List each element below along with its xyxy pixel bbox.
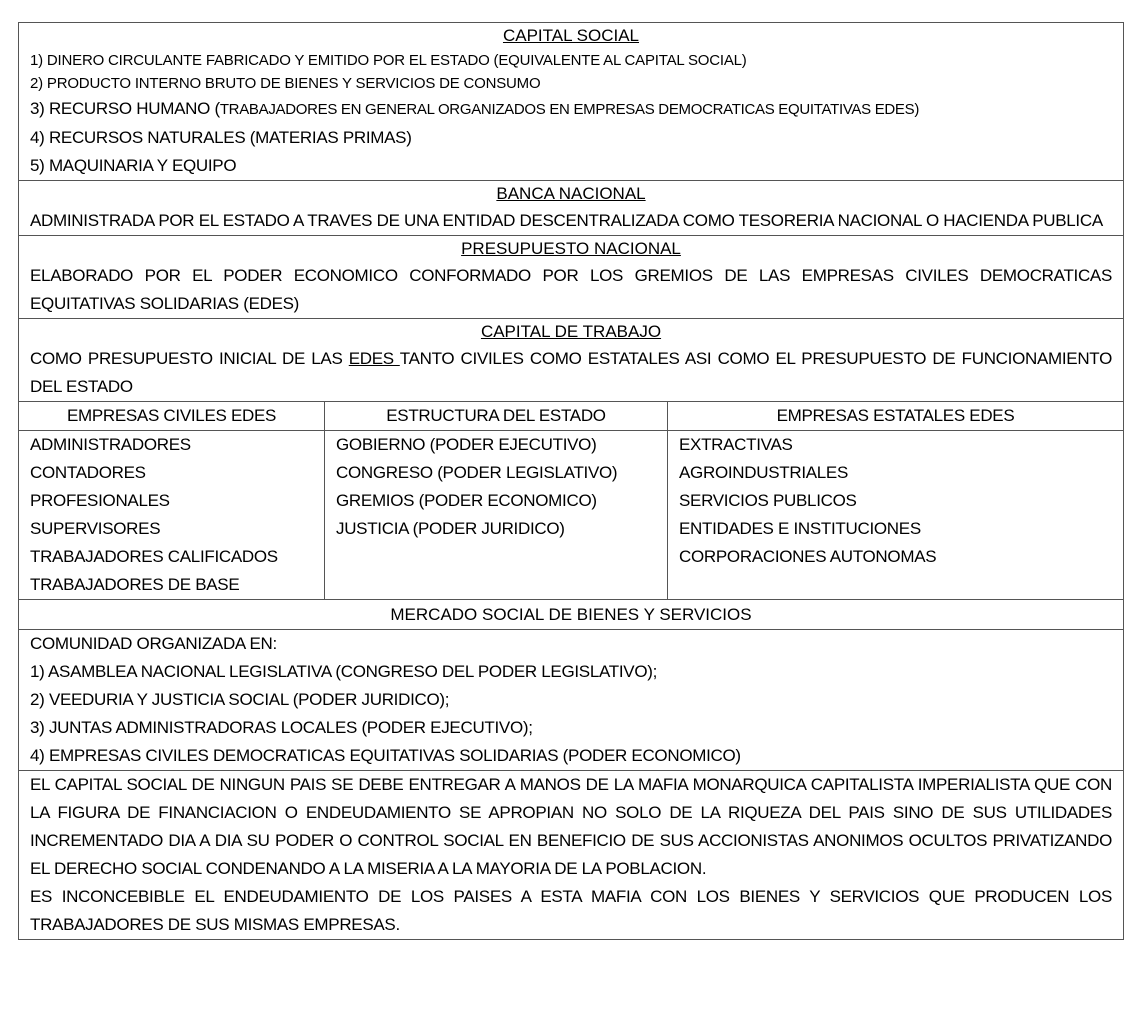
list-item: CONTADORES [30,463,146,482]
item-lead: 3) RECURSO HUMANO ( [30,99,220,118]
column-estado [325,431,668,599]
list-item: AGROINDUSTRIALES [679,463,849,482]
column-header: EMPRESAS CIVILES EDES [19,402,325,430]
list-item: SUPERVISORES [30,519,161,538]
paragraph: EL CAPITAL SOCIAL DE NINGUN PAIS SE DEBE ENTREGAR A MANOS DE LA MAFIA MONARQUICA CAPITALISTA IMPERIALISTA QUE CON LA FIGURA DE FINANCIACION O ENDEUDAMIENTO SE APROPIAN NO SOLO DE LA RIQUEZA DEL PAIS SINO DE SUS UTILIDADES INCREMENTADO DIA A DIA SU PODER O CONTROL SOCIAL EN BENEFICIO DE SUS ACCIONISTAS ANONIMOS OCULTOS PRIVATIZANDO EL DERECHO SOCIAL CONDENANDO A LA MISERIA A LA MAYORIA DE LA POBLACION. [30,775,1112,878]
list-item: 1) DINERO CIRCULANTE FABRICADO Y EMITIDO POR EL ESTADO (EQUIVALENTE AL CAPITAL SOCIAL) [30,52,747,69]
section-text [30,345,1112,401]
list-item: 2) PRODUCTO INTERNO BRUTO DE BIENES Y SERVICIOS DE CONSUMO [30,75,541,92]
section-text: ADMINISTRADA POR EL ESTADO A TRAVES DE UNA ENTIDAD DESCENTRALIZADA COMO TESORERIA NACIONAL O HACIENDA PUBLICA [30,211,1103,230]
list-item: 4) RECURSOS NATURALES (MATERIAS PRIMAS) [30,128,412,147]
list-item: 3) JUNTAS ADMINISTRADORAS LOCALES (PODER EJECUTIVO); [30,718,533,737]
list-item: JUSTICIA (PODER JURIDICO) [336,519,565,538]
presupuesto-nacional-section [19,236,1123,319]
section-title: PRESUPUESTO NACIONAL [461,239,681,258]
capital-social-section [19,23,1123,181]
list-item: ADMINISTRADORES [30,435,191,454]
list-item: PROFESIONALES [30,491,170,510]
column-civiles [19,431,325,599]
list-item: 4) EMPRESAS CIVILES DEMOCRATICAS EQUITATIVAS SOLIDARIAS (PODER ECONOMICO) [30,746,741,765]
document-table [18,22,1124,940]
column-header: ESTRUCTURA DEL ESTADO [325,402,668,430]
paragraph: ES INCONCEBIBLE EL ENDEUDAMIENTO DE LOS PAISES A ESTA MAFIA CON LOS BIENES Y SERVICIOS QUE PRODUCEN LOS TRABAJADORES DE SUS MISMAS EMPRESAS. [30,887,1112,934]
item-rest: TRABAJADORES EN GENERAL ORGANIZADOS EN EMPRESAS DEMOCRATICAS EQUITATIVAS EDES) [219,101,920,118]
conclusion-section [19,771,1123,939]
list-item [30,95,1112,124]
section-text: ELABORADO POR EL PODER ECONOMICO CONFORMADO POR LOS GREMIOS DE LAS EMPRESAS CIVILES DEMOCRATICAS EQUITATIVAS SOLIDARIAS (EDES) [30,266,1112,313]
list-item: TRABAJADORES CALIFICADOS [30,547,278,566]
capital-trabajo-section [19,319,1123,402]
list-item: GREMIOS (PODER ECONOMICO) [336,491,597,510]
list-item: 5) MAQUINARIA Y EQUIPO [30,156,237,175]
mercado-section [19,630,1123,771]
list-item: CORPORACIONES AUTONOMAS [679,547,937,566]
mercado-title-row [19,600,1123,630]
column-estatales [668,431,1123,599]
banca-nacional-section [19,181,1123,236]
list-item: EXTRACTIVAS [679,435,793,454]
list-item: GOBIERNO (PODER EJECUTIVO) [336,435,597,454]
list-item: ENTIDADES E INSTITUCIONES [679,519,921,538]
section-title: MERCADO SOCIAL DE BIENES Y SERVICIOS [390,605,752,624]
columns-body [19,431,1123,600]
text-part: COMO PRESUPUESTO INICIAL DE LAS [30,349,349,368]
columns-header [19,402,1123,431]
text-part: TANTO CIVILES COMO ESTATALES ASI COMO EL PRESUPUESTO DE FUNCIONAMIENTO DEL ESTADO [30,349,1113,396]
section-title: CAPITAL SOCIAL [502,26,640,45]
section-title: CAPITAL DE TRABAJO [480,322,662,341]
list-item: SERVICIOS PUBLICOS [679,491,857,510]
column-header: EMPRESAS ESTATALES EDES [776,406,1015,425]
list-item: 2) VEEDURIA Y JUSTICIA SOCIAL (PODER JURIDICO); [30,690,450,709]
list-item: TRABAJADORES DE BASE [30,575,240,594]
list-item: 1) ASAMBLEA NACIONAL LEGISLATIVA (CONGRESO DEL PODER LEGISLATIVO); [30,662,658,681]
text-underlined: EDES [348,349,400,368]
list-item: COMUNIDAD ORGANIZADA EN: [30,634,277,653]
section-title: BANCA NACIONAL [496,184,646,203]
list-item: CONGRESO (PODER LEGISLATIVO) [336,463,618,482]
